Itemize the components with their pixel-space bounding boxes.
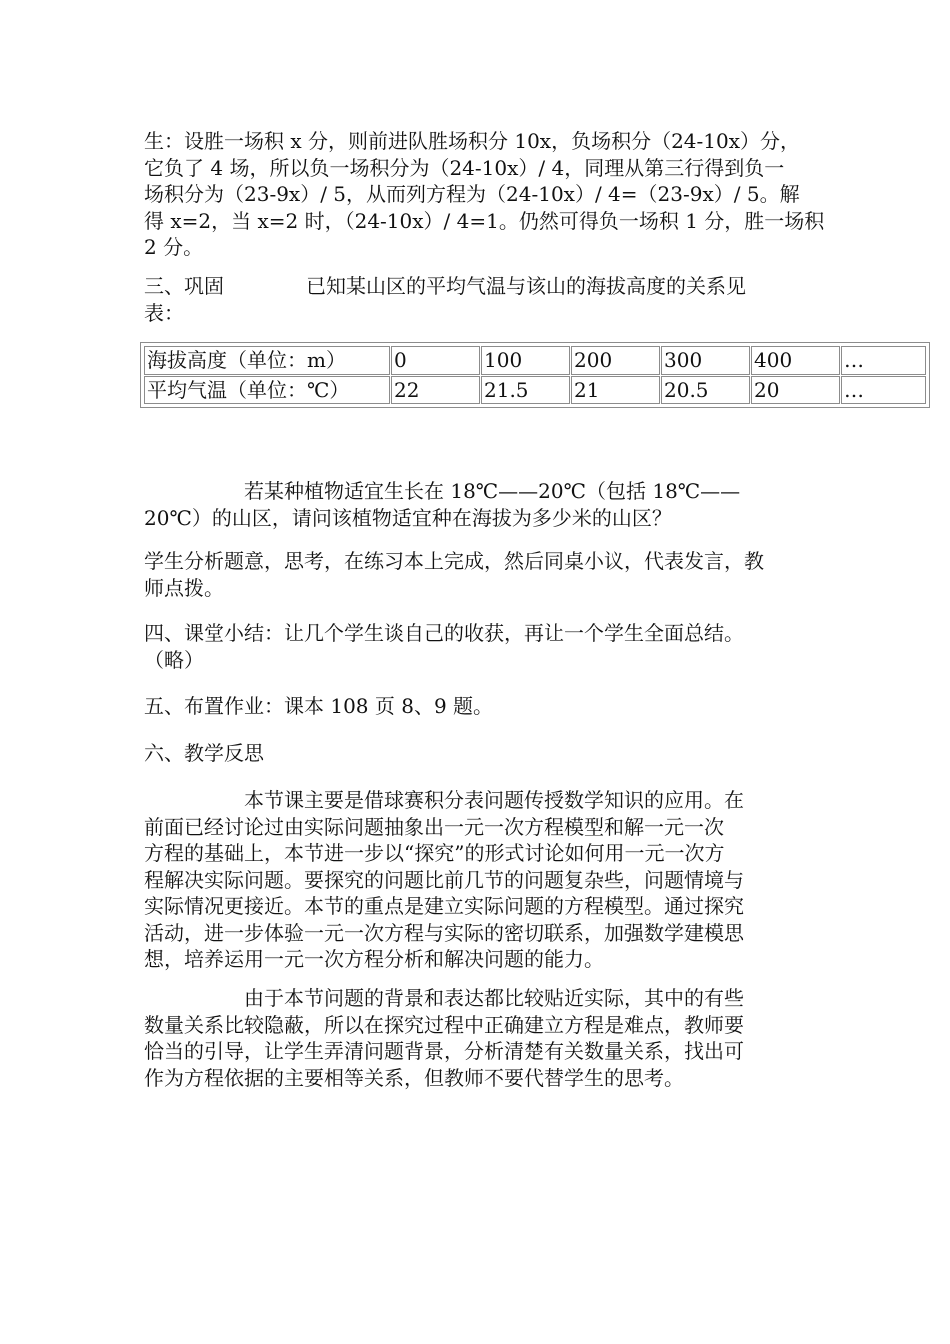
- text-line: 活动，进一步体验一元一次方程与实际的密切联系，加强数学建模思: [144, 920, 744, 945]
- text-line: 它负了 4 场，所以负一场积分为（24-10x）/ 4，同理从第三行得到负一: [144, 155, 785, 180]
- table-cell: 20.5: [661, 376, 750, 405]
- table-cell: 平均气温（单位：℃）: [144, 376, 390, 405]
- text-line: 学生分析题意，思考，在练习本上完成，然后同桌小议，代表发言，教: [144, 549, 764, 573]
- section4-paragraph: [144, 620, 812, 673]
- student-solution-paragraph: [144, 128, 825, 261]
- table-cell: 21.5: [481, 376, 570, 405]
- table-cell: 100: [481, 346, 570, 375]
- section3-intro-cont: 表：: [144, 300, 184, 325]
- text-line: 数量关系比较隐蔽，所以在探究过程中正确建立方程是难点，教师要: [144, 1012, 744, 1037]
- question-paragraph: [144, 478, 812, 531]
- text-line: 程解决实际问题。要探究的问题比前几节的问题复杂些，问题情境与: [144, 867, 744, 892]
- section3-intro: 已知某山区的平均气温与该山的海拔高度的关系见: [306, 274, 746, 298]
- text-line: 前面已经讨论过由实际问题抽象出一元一次方程模型和解一元一次: [144, 814, 724, 839]
- text-line: 若某种植物适宜生长在 18℃——20℃（包括 18℃——: [244, 479, 741, 503]
- table-cell: 300: [661, 346, 750, 375]
- reflection-paragraph-1: [144, 787, 812, 973]
- text-line: 六、教学反思: [144, 741, 264, 765]
- text-line: 由于本节问题的背景和表达都比较贴近实际，其中的有些: [244, 986, 744, 1010]
- altitude-temperature-table: [140, 342, 930, 408]
- section3-heading: [144, 273, 812, 326]
- text-line: 生：设胜一场积 x 分，则前进队胜场积分 10x，负场积分（24-10x）分，: [144, 129, 801, 153]
- table-cell: 200: [571, 346, 660, 375]
- analysis-paragraph: [144, 548, 812, 601]
- table-cell: 21: [571, 376, 660, 405]
- text-line: 恰当的引导，让学生弄清问题背景，分析清楚有关数量关系，找出可: [144, 1039, 744, 1063]
- table-row: [144, 346, 926, 375]
- table-row: [144, 376, 926, 405]
- table-cell: …: [841, 376, 926, 405]
- table-cell: …: [841, 346, 926, 375]
- text-line: 四、课堂小结：让几个学生谈自己的收获，再让一个学生全面总结。: [144, 621, 744, 645]
- text-line: 得 x=2，当 x=2 时，（24-10x）/ 4=1。仍然可得负一场积 1 分，胜一场积: [144, 208, 825, 233]
- section5-paragraph: [144, 693, 812, 720]
- text-line: 想，培养运用一元一次方程分析和解决问题的能力。: [144, 947, 604, 971]
- text-line: 20℃）的山区，请问该植物适宜种在海拔为多少米的山区？: [144, 505, 672, 530]
- table-cell: 22: [391, 376, 480, 405]
- table-cell: 400: [751, 346, 840, 375]
- text-line: 方程的基础上，本节进一步以“探究”的形式讨论如何用一元一次方: [144, 841, 725, 865]
- text-line: 作为方程依据的主要相等关系，但教师不要代替学生的思考。: [144, 1065, 684, 1090]
- table-cell: 20: [751, 376, 840, 405]
- section6-heading: [144, 740, 812, 767]
- text-line: （略）: [144, 647, 204, 672]
- text-line: 师点拨。: [144, 575, 224, 600]
- text-line: 实际情况更接近。本节的重点是建立实际问题的方程模型。通过探究: [144, 894, 744, 918]
- text-line: 2 分。: [144, 235, 204, 259]
- table-cell: 海拔高度（单位：m）: [144, 346, 390, 375]
- text-line: 五、布置作业：课本 108 页 8、9 题。: [144, 694, 494, 718]
- section3-title: 三、巩固: [144, 274, 224, 298]
- table-cell: 0: [391, 346, 480, 375]
- text-line: 场积分为（23-9x）/ 5，从而列方程为（24-10x）/ 4=（23-9x）/ 5。解: [144, 182, 800, 206]
- text-line: 本节课主要是借球赛积分表问题传授数学知识的应用。在: [244, 788, 744, 812]
- reflection-paragraph-2: [144, 985, 812, 1091]
